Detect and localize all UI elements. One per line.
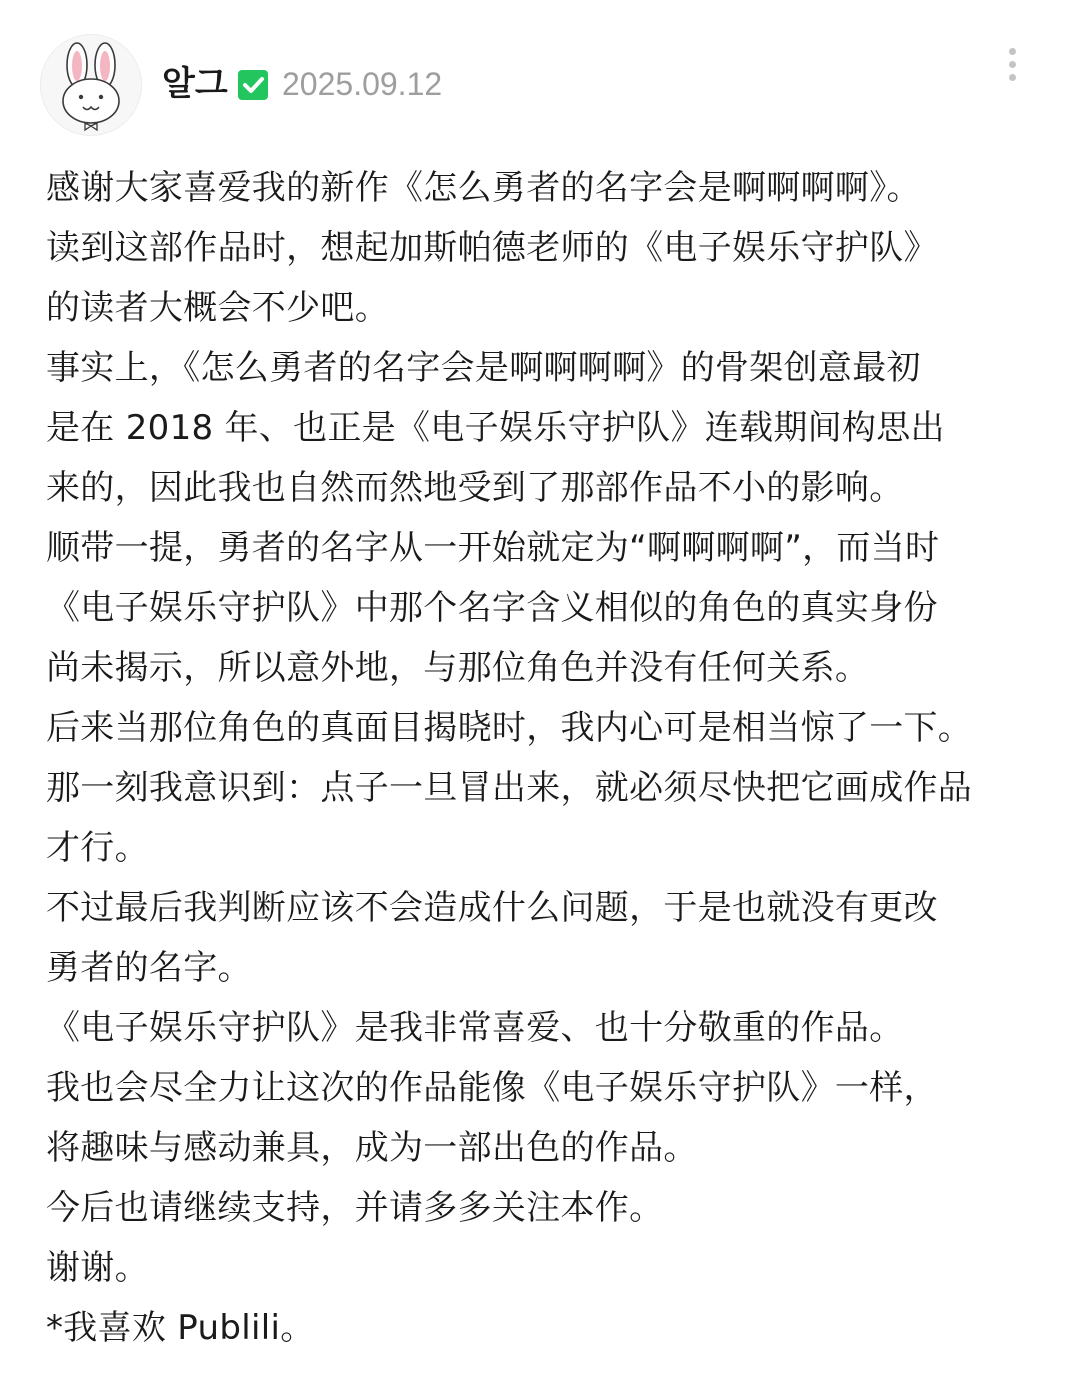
post-line: 我也会尽全力让这次的作品能像《电子娱乐守护队》一样， — [46, 1068, 938, 1108]
post-date: 2025.09.12 — [282, 66, 443, 102]
post-line: 的读者大概会不少吧。 — [46, 288, 389, 328]
post-line: 《电子娱乐守护队》是我非常喜爱、也十分敬重的作品。 — [46, 1008, 904, 1048]
post-line: 不过最后我判断应该不会造成什么问题，于是也就没有更改 — [46, 888, 938, 928]
post-line: 《电子娱乐守护队》中那个名字含义相似的角色的真实身份 — [46, 588, 938, 628]
post-body — [46, 158, 1046, 1358]
post-line: *我喜欢 Publili。 — [46, 1308, 315, 1348]
more-vertical-icon — [1009, 48, 1016, 55]
post-line: 才行。 — [46, 828, 149, 868]
more-options-button[interactable] — [996, 40, 1028, 88]
post-line: 后来当那位角色的真面目揭晓时，我内心可是相当惊了一下。 — [46, 708, 973, 748]
post-line: 将趣味与感动兼具，成为一部出色的作品。 — [46, 1128, 698, 1168]
post-line: 读到这部作品时，想起加斯帕德老师的《电子娱乐守护队》 — [46, 228, 938, 268]
post-line: 勇者的名字。 — [46, 948, 252, 988]
post-header — [0, 0, 1080, 150]
post-line: 来的，因此我也自然而然地受到了那部作品不小的影响。 — [46, 468, 904, 508]
bunny-avatar-icon[interactable] — [40, 34, 142, 136]
author-name[interactable]: 알그 — [162, 64, 228, 104]
post-line: 尚未揭示，所以意外地，与那位角色并没有任何关系。 — [46, 648, 870, 688]
post-line: 那一刻我意识到：点子一旦冒出来，就必须尽快把它画成作品 — [46, 768, 973, 808]
post-line: 今后也请继续支持，并请多多关注本作。 — [46, 1188, 664, 1228]
more-vertical-icon-dot — [1009, 74, 1016, 81]
post-line: 事实上，《怎么勇者的名字会是啊啊啊啊》的骨架创意最初 — [46, 348, 921, 388]
post-line: 顺带一提，勇者的名字从一开始就定为“啊啊啊啊”，而当时 — [46, 528, 940, 568]
post-line: 感谢大家喜爱我的新作《怎么勇者的名字会是啊啊啊啊》。 — [46, 168, 921, 208]
more-vertical-icon-dot — [1009, 61, 1016, 68]
post-line: 是在 2018 年、也正是《电子娱乐守护队》连载期间构思出 — [46, 408, 945, 448]
post-line: 谢谢。 — [46, 1248, 149, 1288]
verified-badge-icon — [236, 68, 270, 102]
